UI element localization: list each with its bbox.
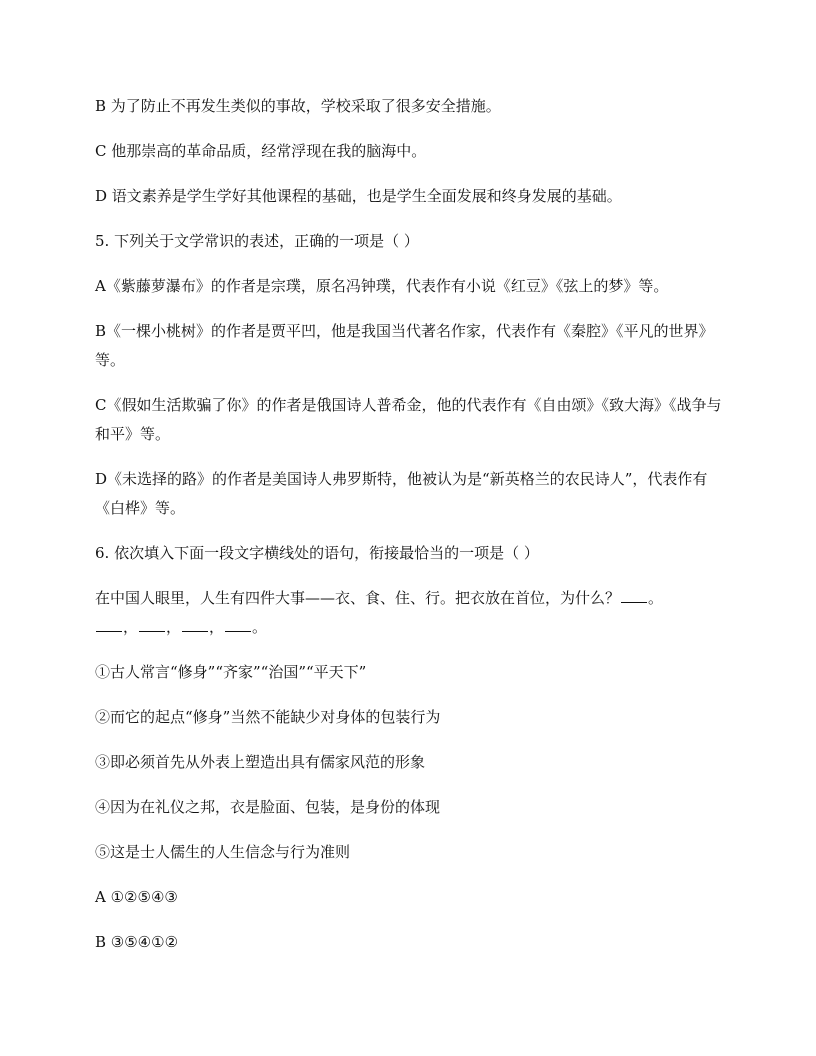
sentence-1: ①古人常言“修身”“齐家”“治国”“平天下”	[95, 663, 367, 681]
q5-option-a: A《紫藤萝瀑布》的作者是宗璞，原名冯钟璞，代表作有小说《红豆》《弦上的梦》等。	[95, 277, 669, 295]
fill-blank-3	[139, 615, 165, 632]
document-page	[95, 92, 725, 973]
sep-1: ，	[123, 618, 139, 636]
prev-option-d: D 语文素养是学生学好其他课程的基础，也是学生全面发展和终身发展的基础。	[95, 187, 622, 205]
fill-blank-2	[96, 615, 122, 632]
q5-option-b: B《一棵小桃树》的作者是贾平凹，他是我国当代著名作家，代表作有《秦腔》《平凡的世界》等。	[95, 322, 714, 369]
q5-option-c: C《假如生活欺骗了你》的作者是俄国诗人普希金，他的代表作有《自由颂》《致大海》《战争与和平》等。	[95, 396, 722, 443]
prev-option-c: C 他那崇高的革命品质，经常浮现在我的脑海中。	[95, 142, 427, 160]
sep-3: ，	[209, 618, 225, 636]
sentence-4: ④因为在礼仪之邦，衣是脸面、包装，是身份的体现	[95, 798, 441, 816]
question-5: 5. 下列关于文学常识的表述，正确的一项是（ ）	[95, 232, 419, 250]
question-6: 6. 依次填入下面一段文字横线处的语句，衔接最恰当的一项是（ ）	[95, 544, 539, 562]
q6-passage	[95, 584, 725, 642]
fill-blank-4	[182, 615, 208, 632]
sentence-2: ②而它的起点“修身”当然不能缺少对身体的包装行为	[95, 708, 441, 726]
sep-2: ，	[166, 618, 182, 636]
sentence-5: ⑤这是士人儒生的人生信念与行为准则	[95, 843, 351, 861]
sentence-3: ③即必须首先从外表上塑造出具有儒家风范的形象	[95, 753, 426, 771]
sep-4: 。	[252, 618, 268, 636]
prev-option-b: B 为了防止不再发生类似的事故，学校采取了很多安全措施。	[95, 97, 501, 115]
q5-option-d: D《未选择的路》的作者是美国诗人弗罗斯特，他被认为是“新英格兰的农民诗人”，代表作有《白桦》等。	[95, 470, 708, 517]
q6-option-b: B ③⑤④①②	[95, 933, 179, 951]
q6-passage-text: 在中国人眼里，人生有四件大事——衣、食、住、行。把衣放在首位，为什么？	[95, 589, 621, 607]
fill-blank-5	[225, 615, 251, 632]
q6-passage-period: 。	[648, 589, 664, 607]
q6-option-a: A ①②⑤④③	[95, 888, 178, 906]
fill-blank-1	[621, 586, 647, 603]
